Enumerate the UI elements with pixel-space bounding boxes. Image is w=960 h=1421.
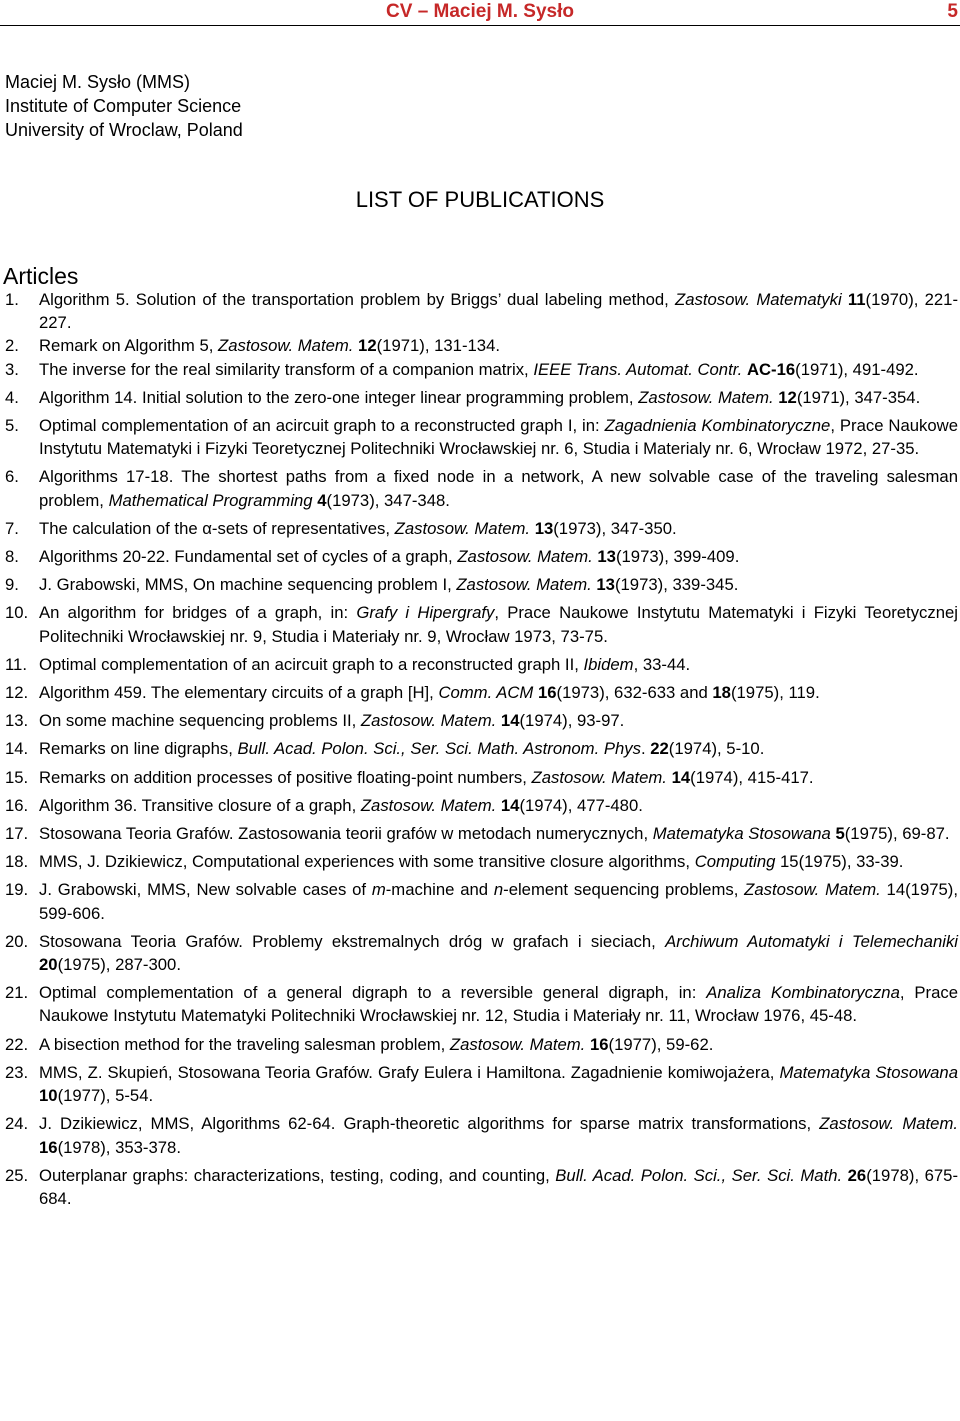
- publication-number: 3.: [5, 359, 19, 379]
- author-institute: Institute of Computer Science: [5, 96, 242, 116]
- publication-item: [0, 545, 958, 568]
- publication-text: Stosowana Teoria Grafów. Zastosowania teorii grafów w metodach numerycznych, Matematyka Stosowana 5(1975), 69-87.: [39, 824, 950, 844]
- publication-text: A bisection method for the traveling salesman problem, Zastosow. Matem. 16(1977), 59-62.: [39, 1034, 714, 1054]
- publication-text: J. Grabowski, MMS, New solvable cases of m-machine and n-element sequencing problems, Zastosow. Matem. 14(1975), 599-606.: [39, 880, 958, 923]
- publication-item: [0, 601, 958, 647]
- publication-text: Stosowana Teoria Grafów. Problemy ekstremalnych dróg w grafach i sieciach, Archiwum Automatyki i Telemechaniki 20(1975), 287-300.: [39, 931, 958, 975]
- publication-number: 25.: [5, 1165, 29, 1185]
- publication-number: 2.: [5, 336, 19, 356]
- publication-number: 11.: [5, 654, 27, 674]
- publication-text: Optimal complementation of an acircuit graph to a reconstructed graph I, in: Zagadnienia Kombinatoryczne, Prace Naukowe Instytutu Matematyki i Fizyki Teoretycznej Politechniki Wrocławskiej nr. 6, Studia i Materialy nr. 6, Wrocław 1972, 27-35.: [39, 416, 959, 459]
- publication-number: 10.: [5, 603, 29, 623]
- publication-number: 19.: [5, 880, 29, 900]
- publication-list: [0, 288, 958, 1210]
- publication-number: 6.: [5, 467, 19, 487]
- publication-item: [0, 1061, 958, 1107]
- publication-text: Optimal complementation of an acircuit graph to a reconstructed graph II, Ibidem, 33-44.: [39, 654, 691, 674]
- publication-item: [0, 1033, 958, 1056]
- publication-item: [0, 681, 958, 704]
- publication-text: An algorithm for bridges of a graph, in: Grafy i Hipergrafy, Prace Naukowe Instytutu Matematyki i Fizyki Teoretycznej Politechniki Wrocławskiej nr. 9, Studia i Materiały nr. 9, Wrocław 1973, 73-75.: [39, 603, 958, 646]
- publication-text: MMS, J. Dzikiewicz, Computational experiences with some transitive closure algorithms, Computing 15(1975), 33-39.: [39, 852, 904, 872]
- section-title: Articles: [3, 263, 79, 289]
- publication-number: 22.: [5, 1034, 29, 1054]
- publication-text: Remarks on line digraphs, Bull. Acad. Polon. Sci., Ser. Sci. Math. Astronom. Phys. 22(1974), 5-10.: [39, 739, 765, 759]
- publication-number: 14.: [5, 739, 29, 759]
- publication-number: 13.: [5, 711, 29, 731]
- document-title: LIST OF PUBLICATIONS: [355, 187, 605, 212]
- publication-number: 9.: [5, 575, 19, 595]
- publication-number: 18.: [5, 852, 29, 872]
- publication-item: [0, 709, 958, 732]
- publication-number: 8.: [5, 547, 19, 567]
- publication-item: [0, 737, 958, 760]
- header-title: CV – Maciej M. Sysło: [386, 1, 574, 22]
- author-name: Maciej M. Sysło (MMS): [5, 72, 191, 92]
- publication-item: [0, 653, 958, 676]
- publication-item: [0, 981, 958, 1027]
- publication-item: [0, 930, 958, 976]
- publication-number: 20.: [5, 931, 29, 951]
- page-number: 5: [947, 1, 958, 22]
- publication-item: [0, 386, 958, 409]
- publication-text: Optimal complementation of a general digraph to a reversible general digraph, in: Analiza Kombinatoryczna, Prace Naukowe Instytutu Matematyki Politechniki Wrocławskiej nr. 12, Studia i Materiały nr. 11, Wrocław 1976, 45-48.: [39, 983, 958, 1026]
- publication-number: 15.: [5, 767, 29, 787]
- publication-number: 21.: [5, 983, 29, 1003]
- publication-text: Outerplanar graphs: characterizations, testing, coding, and counting, Bull. Acad. Polon. Sci., Ser. Sci. Math. 26(1978), 675-684.: [39, 1165, 958, 1208]
- publication-number: 4.: [5, 387, 19, 407]
- publication-number: 12.: [5, 683, 29, 703]
- page-header: [0, 0, 960, 26]
- publication-number: 17.: [5, 824, 29, 844]
- publication-text: J. Grabowski, MMS, On machine sequencing problem I, Zastosow. Matem. 13(1973), 339-345.: [39, 575, 739, 595]
- publication-item: [0, 414, 958, 460]
- publication-item: [0, 465, 958, 511]
- publication-text: J. Dzikiewicz, MMS, Algorithms 62-64. Graph-theoretic algorithms for sparse matrix transformations, Zastosow. Matem. 16(1978), 353-378.: [39, 1114, 958, 1157]
- publication-text: Algorithms 17-18. The shortest paths from a fixed node in a network, A new solvable case of the traveling salesman problem, Mathematical Programming 4(1973), 347-348.: [39, 467, 958, 510]
- publication-number: 23.: [5, 1062, 29, 1082]
- publication-item: [0, 288, 958, 334]
- publication-number: 16.: [5, 795, 29, 815]
- publication-text: The calculation of the α-sets of representatives, Zastosow. Matem. 13(1973), 347-350.: [39, 518, 677, 538]
- publication-number: 24.: [5, 1114, 29, 1134]
- publication-text: Algorithm 14. Initial solution to the zero-one integer linear programming problem, Zastosow. Matem. 12(1971), 347-354.: [39, 387, 921, 407]
- publication-item: [0, 1164, 958, 1210]
- publication-number: 5.: [5, 416, 19, 436]
- publication-text: Remarks on addition processes of positive floating-point numbers, Zastosow. Matem. 14(1974), 415-417.: [39, 767, 814, 787]
- publication-item: [0, 766, 958, 789]
- publication-text: The inverse for the real similarity transform of a companion matrix, IEEE Trans. Automat. Contr. AC-16(1971), 491-492.: [39, 359, 919, 379]
- publication-item: [0, 573, 958, 596]
- publication-text: On some machine sequencing problems II, Zastosow. Matem. 14(1974), 93-97.: [39, 711, 625, 731]
- publication-item: [0, 822, 958, 845]
- publication-text: MMS, Z. Skupień, Stosowana Teoria Grafów. Grafy Eulera i Hamiltona. Zagadnienie komiwojażera, Matematyka Stosowana 10(1977), 5-54.: [39, 1062, 958, 1106]
- publication-number: 1.: [5, 290, 19, 309]
- publication-text: Algorithms 20-22. Fundamental set of cycles of a graph, Zastosow. Matem. 13(1973), 399-409.: [39, 547, 740, 567]
- publication-text: Remark on Algorithm 5, Zastosow. Matem. 12(1971), 131-134.: [39, 336, 500, 356]
- author-block: [5, 70, 243, 142]
- publication-number: 7.: [5, 518, 19, 538]
- author-university: University of Wroclaw, Poland: [5, 120, 243, 140]
- publication-item: [0, 850, 958, 873]
- publication-item: [0, 517, 958, 540]
- publication-text: Algorithm 36. Transitive closure of a graph, Zastosow. Matem. 14(1974), 477-480.: [39, 795, 643, 815]
- publication-item: [0, 878, 958, 924]
- publication-item: [0, 1112, 958, 1158]
- publication-item: [0, 358, 958, 381]
- publication-item: [0, 334, 958, 357]
- publication-text: Algorithm 5. Solution of the transportation problem by Briggs’ dual labeling method, Zastosow. Matematyki 11(1970), 221-227.: [39, 290, 959, 333]
- publication-text: Algorithm 459. The elementary circuits of a graph [H], Comm. ACM 16(1973), 632-633 and 18(1975), 119.: [39, 683, 820, 703]
- publication-item: [0, 794, 958, 817]
